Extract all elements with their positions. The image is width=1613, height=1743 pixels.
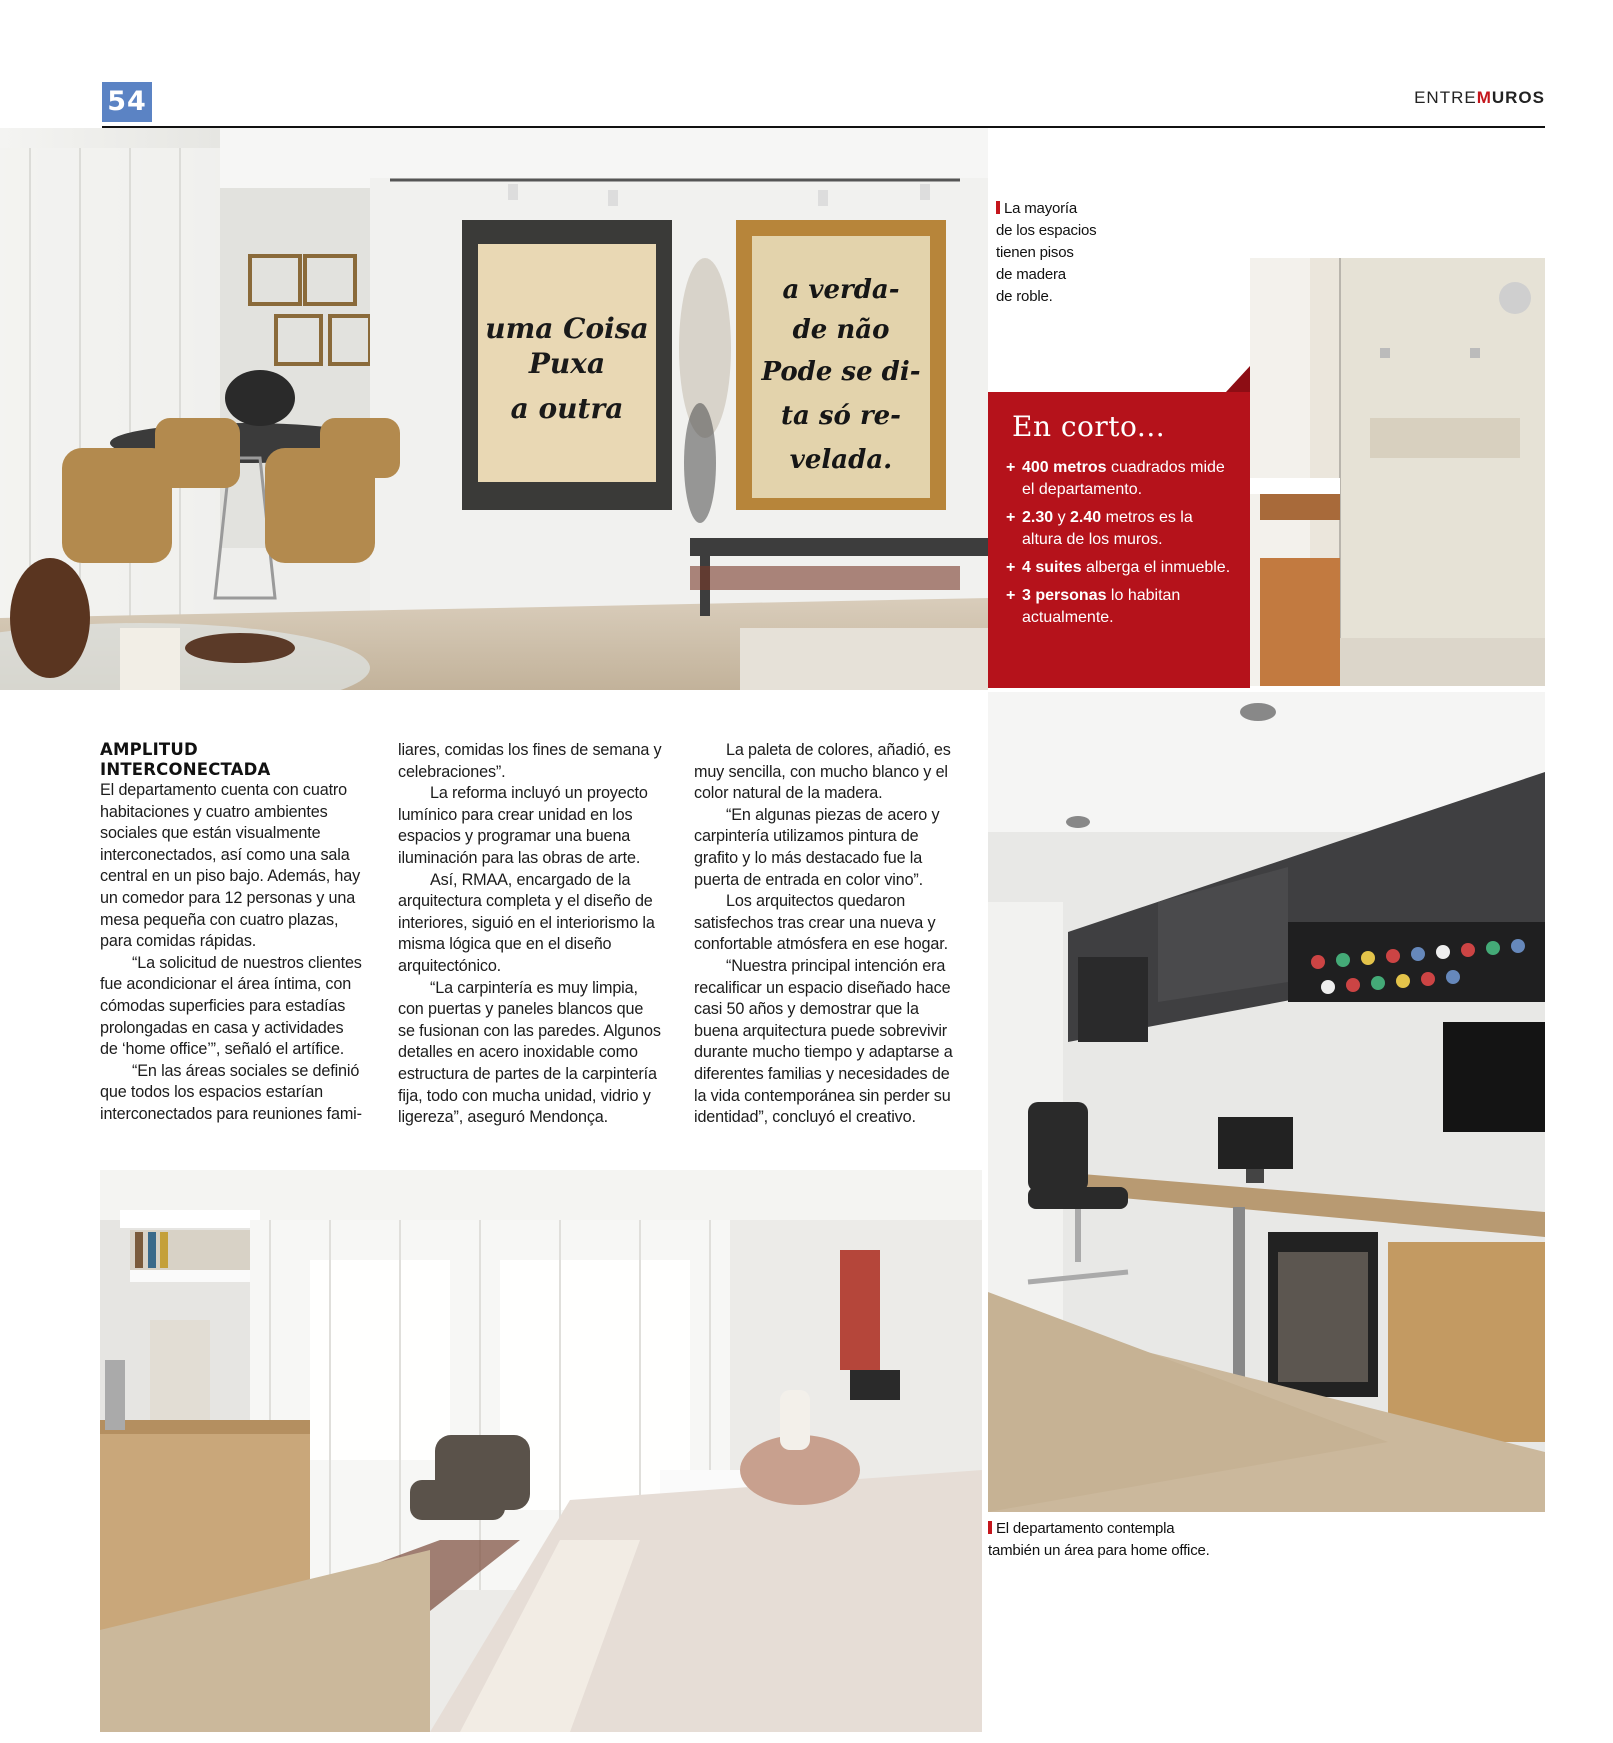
masthead-logo: ENTREMUROS xyxy=(1414,88,1545,107)
factbox-item: + 3 personas lo habitan actualmente. xyxy=(1006,587,1181,626)
photo-bathroom xyxy=(1250,258,1545,686)
article-paragraph: “La solicitud de nuestros clientes fue acondicionar el área íntima, con cómodas superficies para estadías prolongadas en casa y actividades de ‘home office’”, señaló el artífice. xyxy=(100,953,362,1059)
article-column-3 xyxy=(694,740,959,1129)
article-paragraph: El departamento cuenta con cuatro habitaciones y cuatro ambientes sociales que están visualmente interconectados, así como una sala central en un piso bajo. Además, hay un comedor para 12 personas y una mesa pequeña con cuatro plazas, para comidas rápidas. xyxy=(100,781,361,951)
artwork-left-line1: uma Coisa xyxy=(485,312,649,345)
article-paragraph: La paleta de colores, añadió, es muy sencilla, con mucho blanco y el color natural de la madera. xyxy=(694,741,951,803)
caption-office: El departamento contempla también un área para home office. xyxy=(988,1520,1210,1559)
article-paragraph: liares, comidas los fines de semana y celebraciones”. xyxy=(398,741,662,781)
article-paragraph: Los arquitectos quedaron satisfechos tras crear una nueva y confortable atmósfera en ese hogar. xyxy=(694,892,948,954)
article-heading: AMPLITUD INTERCONECTADA xyxy=(100,740,271,779)
factbox-title: En corto... xyxy=(1012,410,1166,443)
article-paragraph: “En algunas piezas de acero y carpintería utilizamos pintura de grafito y lo más destacado fue la puerta de entrada en color vino”. xyxy=(694,805,940,889)
article-paragraph: “Nuestra principal intención era recalificar un espacio diseñado hace casi 50 años y demostrar que la buena arquitectura puede sobrevivir durante mucho tiempo y adaptarse a diferentes familias y necesidades de la vida contemporánea sin perder su identidad”, concluyó el creativo. xyxy=(694,956,953,1127)
artwork-right-line5: velada. xyxy=(789,445,893,475)
article-paragraph: “En las áreas sociales se definió que todos los espacios estarían interconectados para reuniones fami- xyxy=(100,1061,362,1123)
factbox xyxy=(988,392,1250,688)
photo-home-office xyxy=(988,692,1545,1512)
factbox-tab xyxy=(1226,366,1250,392)
photo-living-room xyxy=(0,128,988,690)
article-paragraph: La reforma incluyó un proyecto lumínico para crear unidad en los espacios y programar una buena iluminación para las obras de arte. xyxy=(398,784,648,867)
photo-bedroom xyxy=(100,1170,982,1732)
factbox-item: + 2.30 y 2.40 metros es la altura de los muros. xyxy=(1006,509,1193,548)
caption-mark xyxy=(996,201,1000,214)
artwork-left-line3: a outra xyxy=(510,392,624,425)
article-column-2 xyxy=(398,740,663,1129)
article-column-1 xyxy=(100,740,365,1126)
artwork-right-line2: de não xyxy=(792,315,890,345)
caption-mark xyxy=(988,1521,992,1534)
artwork-right-line1: a verda- xyxy=(782,275,900,305)
artwork-left-line2: Puxa xyxy=(528,347,606,380)
artwork-right-line4: ta só re- xyxy=(781,401,901,431)
page-number: 54 xyxy=(102,82,152,122)
factbox-item: + 400 metros cuadrados mide el departamento. xyxy=(1006,459,1225,498)
artwork-right-line3: Pode se di- xyxy=(761,357,921,387)
article-paragraph: Así, RMAA, encargado de la arquitectura completa y el diseño de interiores, siguió en el interiorismo la misma lógica que en el diseño arquitectónico. xyxy=(398,870,655,975)
factbox-item: + 4 suites alberga el inmueble. xyxy=(1006,559,1231,576)
article-paragraph: “La carpintería es muy limpia, con puertas y paneles blancos que se fusionan con las paredes. Algunos detalles en acero inoxidable como estructura de partes de la carpintería fija, todo con mucha unidad, vidrio y ligereza”, aseguró Mendonça. xyxy=(398,978,661,1127)
caption-floors: La mayoría de los espacios tienen pisos de madera de roble. xyxy=(996,200,1097,305)
